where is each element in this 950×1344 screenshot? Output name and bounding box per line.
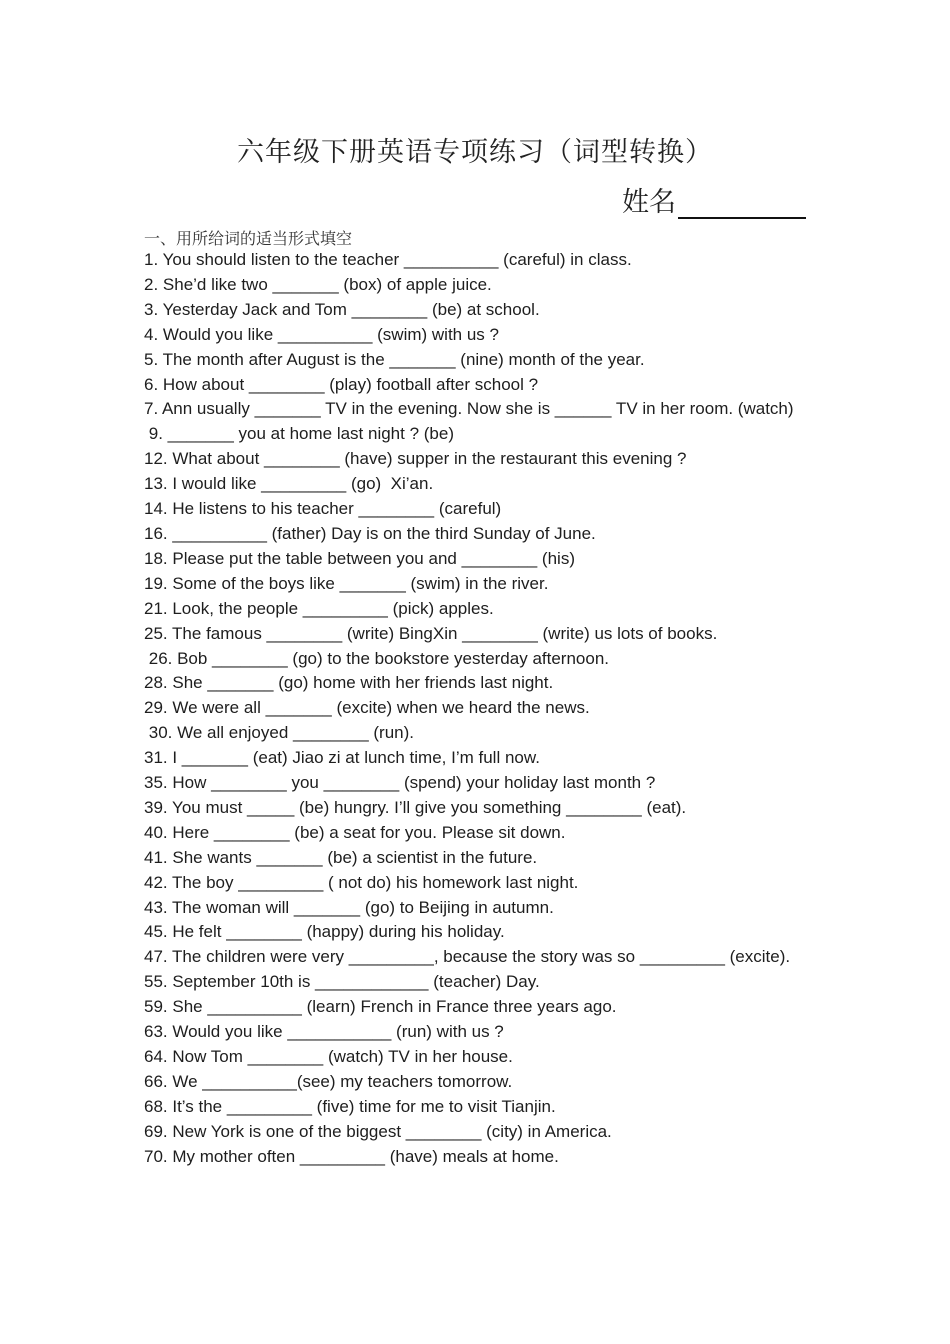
question-item: 41. She wants _______ (be) a scientist in the future.	[144, 847, 538, 867]
question-item: 28. She _______ (go) home with her friends last night.	[144, 673, 554, 693]
question-item: 7. Ann usually _______ TV in the evening. Now she is ______ TV in her room. (watch)	[144, 399, 794, 419]
question-item: 19. Some of the boys like _______ (swim) in the river.	[144, 573, 549, 593]
question-item: 14. He listens to his teacher ________ (careful)	[144, 499, 502, 519]
question-item: 1. You should listen to the teacher __________ (careful) in class.	[144, 250, 632, 269]
name-blank-line	[678, 187, 806, 219]
question-item: 16. __________ (father) Day is on the third Sunday of June.	[144, 523, 596, 543]
question-item: 6. How about ________ (play) football after school ?	[144, 374, 539, 394]
question-item: 3. Yesterday Jack and Tom ________ (be) at school.	[144, 299, 540, 319]
question-item: 45. He felt ________ (happy) during his holiday.	[144, 922, 505, 942]
question-list	[144, 248, 809, 1170]
name-label: 姓名	[622, 187, 676, 218]
name-field	[622, 180, 806, 219]
question-item: 68. It’s the _________ (five) time for me to visit Tianjin.	[144, 1096, 556, 1116]
question-item: 31. I _______ (eat) Jiao zi at lunch time, I’m full now.	[144, 748, 540, 768]
question-item: 18. Please put the table between you and ________ (his)	[144, 548, 575, 568]
question-item: 59. She __________ (learn) French in France three years ago.	[144, 997, 617, 1017]
question-item: 12. What about ________ (have) supper in the restaurant this evening ?	[144, 449, 687, 469]
question-item: 69. New York is one of the biggest ________ (city) in America.	[144, 1121, 612, 1141]
question-item: 9. _______ you at home last night ? (be)	[144, 424, 454, 444]
question-item: 55. September 10th is ____________ (teacher) Day.	[144, 972, 540, 992]
question-item: 26. Bob ________ (go) to the bookstore yesterday afternoon.	[144, 648, 609, 668]
question-item: 35. How ________ you ________ (spend) your holiday last month ?	[144, 773, 656, 793]
question-item: 30. We all enjoyed ________ (run).	[144, 723, 414, 743]
question-item: 40. Here ________ (be) a seat for you. Please sit down.	[144, 822, 566, 842]
question-item: 47. The children were very _________, because the story was so _________ (excite).	[144, 947, 791, 967]
question-item: 13. I would like _________ (go) Xi’an.	[144, 474, 434, 494]
question-item: 43. The woman will _______ (go) to Beijing in autumn.	[144, 897, 554, 917]
section-heading: 一、用所给词的适当形式填空	[144, 229, 353, 248]
question-item: 66. We __________(see) my teachers tomorrow.	[144, 1071, 513, 1091]
question-item: 39. You must _____ (be) hungry. I’ll give you something ________ (eat).	[144, 797, 687, 817]
question-item: 63. Would you like ___________ (run) with us ?	[144, 1022, 504, 1042]
question-item: 5. The month after August is the _______ (nine) month of the year.	[144, 349, 645, 369]
question-item: 21. Look, the people _________ (pick) apples.	[144, 598, 494, 618]
question-item: 4. Would you like __________ (swim) with us ?	[144, 324, 499, 344]
question-item: 29. We were all _______ (excite) when we heard the news.	[144, 698, 590, 718]
worksheet-title: 六年级下册英语专项练习（词型转换）	[237, 137, 713, 168]
question-item: 64. Now Tom ________ (watch) TV in her house.	[144, 1047, 513, 1066]
question-item: 70. My mother often _________ (have) meals at home.	[144, 1146, 559, 1166]
question-item: 25. The famous ________ (write) BingXin ________ (write) us lots of books.	[144, 623, 718, 643]
question-item: 2. She’d like two _______ (box) of apple juice.	[144, 274, 492, 294]
question-item: 42. The boy _________ ( not do) his homework last night.	[144, 872, 579, 892]
